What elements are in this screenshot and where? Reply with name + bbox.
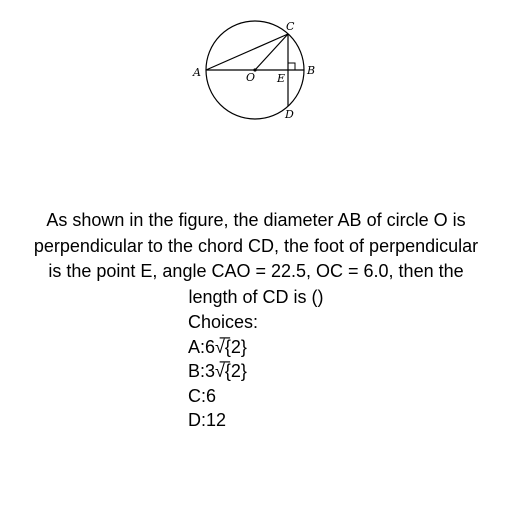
choice-d: D:12 (188, 410, 227, 430)
question-line: As shown in the figure, the diameter AB of circle O is (46, 210, 466, 230)
label-e: E (277, 72, 286, 85)
question-text (0, 208, 512, 310)
choice-a: A:6√̅{2} (188, 336, 247, 357)
right-angle-marker (288, 63, 295, 70)
question-line: is the point E, angle CAO = 22.5, OC = 6.0, then the (48, 261, 464, 281)
segment-oc (255, 34, 288, 70)
choices-label: Choices: (188, 312, 259, 332)
question-line: perpendicular to the chord CD, the foot of perpendicular (33, 235, 479, 256)
choice-c: C:6 (188, 385, 217, 406)
geometry-figure (0, 0, 512, 140)
choice-b: B:3√̅{2} (188, 361, 247, 381)
label-d: D (285, 108, 294, 121)
question-block (0, 208, 512, 433)
question-line: length of CD is () (188, 286, 324, 307)
choices-list (188, 310, 512, 433)
label-a: A (193, 66, 201, 79)
label-c: C (286, 20, 295, 33)
label-b: B (307, 64, 316, 77)
label-o: O (246, 71, 256, 84)
segment-ac (206, 34, 288, 70)
